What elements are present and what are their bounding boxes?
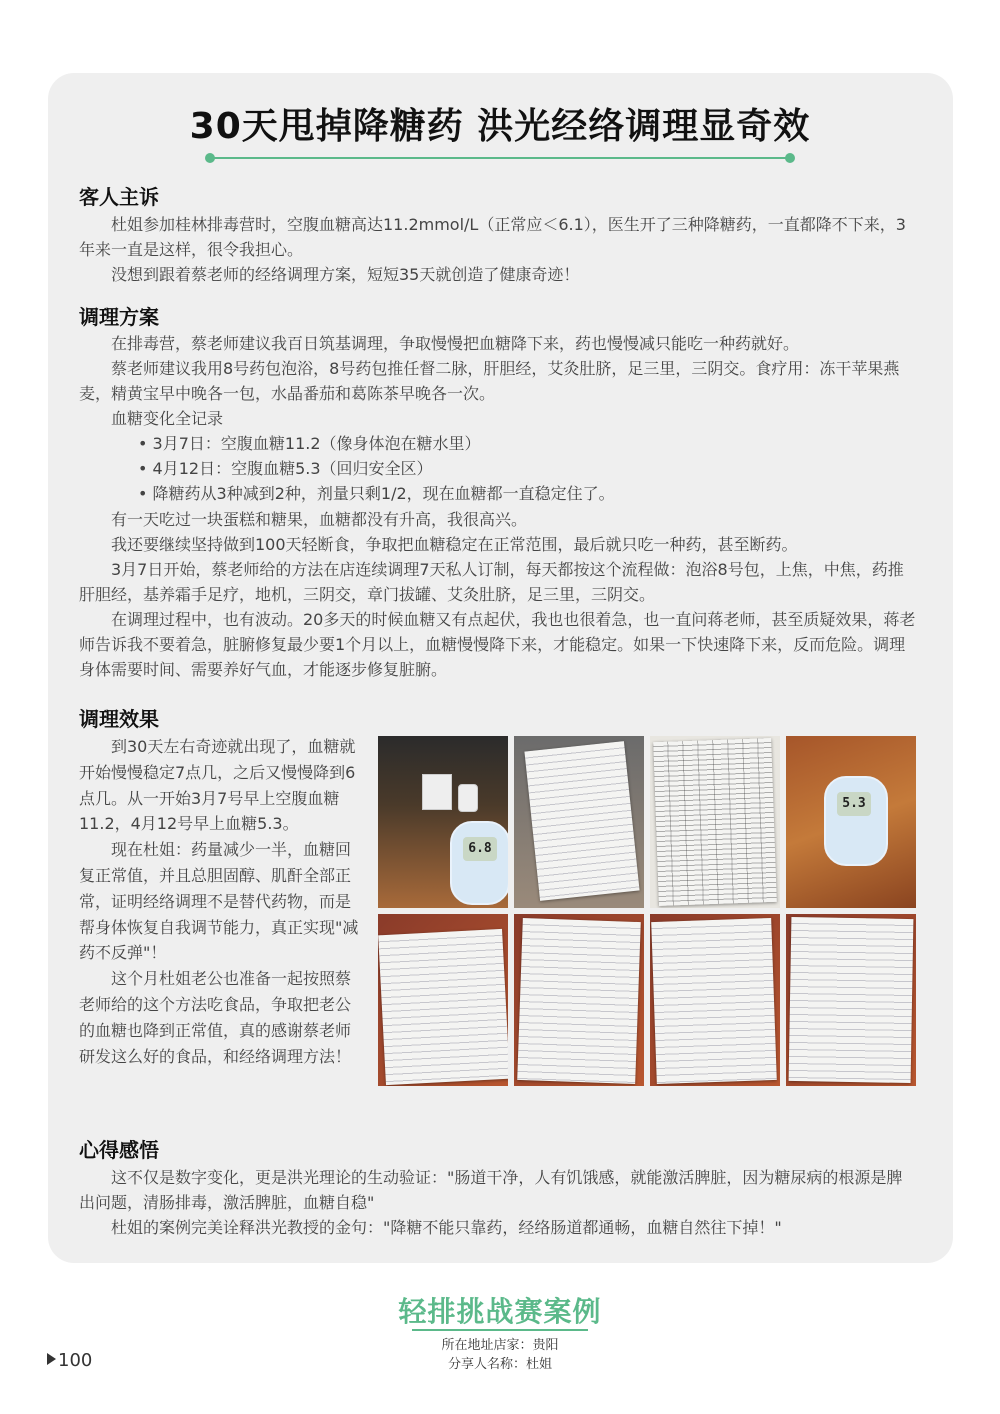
insight-paragraph-1: 这不仅是数字变化，更是洪光理论的生动验证："肠道干净，人有饥饿感，就能激活脾脏，因为糖尿病的根源是脾出问题，清肠排毒，激活脾脏，血糖自稳" <box>79 1168 903 1212</box>
footer-title: 轻排挑战赛案例 <box>398 1295 602 1328</box>
title-divider <box>210 157 790 159</box>
divider-dot-right <box>785 153 795 163</box>
lab-report-paper <box>517 918 641 1084</box>
insight-heading: 心得感悟 <box>79 1138 159 1162</box>
divider-dot-left <box>205 153 215 163</box>
page-number <box>47 1350 92 1371</box>
photo-lab-report-3 <box>650 914 780 1086</box>
insight-paragraph-2: 杜姐的案例完美诠释洪光教授的金句："降糖不能只靠药，经络肠道都通畅，血糖自然往下掉！" <box>111 1218 782 1237</box>
meter-reading: 6.8 <box>463 837 497 861</box>
photo-lab-report-4 <box>786 914 916 1086</box>
lab-report-paper <box>651 918 777 1084</box>
record-label: 血糖变化全记录 <box>111 409 224 428</box>
footer-sharer: 分享人名称：杜姐 <box>447 1357 552 1372</box>
log-table-paper <box>653 738 777 906</box>
photo-log-table <box>650 736 780 908</box>
plan-paragraph-5: 3月7日开始，蔡老师给的方法在店连续调理7天私人订制，每天都按这个流程做：泡浴8号包，上焦，中焦，药推肝胆经，基养霜手足疗，地机，三阴交，章门拔罐、艾灸肚脐，足三里，三阴交。 <box>79 560 904 604</box>
plan-paragraph-1: 在排毒营，蔡老师建议我百日筑基调理，争取慢慢把血糖降下来，药也慢慢减只能吃一种药就好。 <box>111 334 800 353</box>
record-item: • 3月7日：空腹血糖11.2（像身体泡在糖水里） <box>138 434 481 453</box>
triangle-icon <box>47 1353 56 1365</box>
plan-paragraph-2: 蔡老师建议我用8号药包泡浴，8号药包推任督二脉，肝胆经，艾灸肚脐，足三里，三阴交。食疗用：冻干苹果燕麦，精黄宝早中晚各一包，水晶番茄和葛陈茶早晚各一次。 <box>79 359 900 403</box>
effect-heading: 调理效果 <box>79 707 159 731</box>
plan-heading: 调理方案 <box>79 305 159 329</box>
record-item: • 降糖药从3种减到2种，剂量只剩1/2，现在血糖都一直稳定住了。 <box>138 484 615 503</box>
strip-bottle <box>458 784 478 812</box>
footer-address: 所在地址店家：贵阳 <box>441 1338 559 1353</box>
plan-paragraph-6: 在调理过程中，也有波动。20多天的时候血糖又有点起伏，我也也很着急，也一直问蒋老师，甚至质疑效果，蒋老师告诉我不要着急，脏腑修复最少要1个月以上，血糖慢慢降下来，才能稳定。如果一下快速降下来，反而危险。调理身体需要时间、需要养好气血，才能逐步修复脏腑。 <box>79 610 916 679</box>
photo-record-sheet <box>514 736 644 908</box>
plan-paragraph-4: 我还要继续坚持做到100天轻断食，争取把血糖稳定在正常范围，最后就只吃一种药，甚至断药。 <box>111 535 798 554</box>
lab-report-paper <box>789 917 914 1083</box>
photo-lab-report-2 <box>514 914 644 1086</box>
complaint-paragraph-2: 没想到跟着蔡老师的经络调理方案，短短35天就创造了健康奇迹！ <box>111 265 580 284</box>
page-title: 30天甩掉降糖药 洪光经络调理显奇效 <box>189 106 811 147</box>
effect-paragraph-1: 到30天左右奇迹就出现了，血糖就开始慢慢稳定7点几，之后又慢慢降到6点几。从一开始3月7号早上空腹血糖11.2，4月12号早上血糖5.3。 <box>79 737 356 834</box>
photo-lab-report-1 <box>378 914 508 1086</box>
page-number-text: 100 <box>58 1350 93 1371</box>
effect-text <box>79 734 363 1069</box>
photo-grid <box>378 736 916 1087</box>
meter-reading: 5.3 <box>837 792 871 816</box>
test-strip-box <box>422 774 452 810</box>
photo-glucose-meter-2 <box>786 736 916 908</box>
effect-paragraph-3: 这个月杜姐老公也准备一起按照蔡老师给的这个方法吃食品，争取把老公的血糖也降到正常值，真的感谢蔡老师研发这么好的食品，和经络调理方法！ <box>79 969 352 1066</box>
footer-divider <box>412 1329 588 1331</box>
photo-glucose-meter-1 <box>378 736 508 908</box>
glucose-meter <box>824 776 888 866</box>
glucose-meter <box>450 821 508 905</box>
complaint-paragraph-1: 杜姐参加桂林排毒营时，空腹血糖高达11.2mmol/L（正常应＜6.1），医生开了三种降糖药，一直都降不下来，3年来一直是这样，很令我担心。 <box>79 215 906 259</box>
lab-report-paper <box>378 929 508 1085</box>
effect-paragraph-2: 现在杜姐：药量减少一半，血糖回复正常值，并且总胆固醇、肌酐全部正常，证明经络调理不是替代药物，而是帮身体恢复自我调节能力，真正实现"减药不反弹"！ <box>79 840 359 963</box>
complaint-heading: 客人主诉 <box>79 185 159 209</box>
record-sheet-paper <box>524 741 639 901</box>
plan-paragraph-3: 有一天吃过一块蛋糕和糖果，血糖都没有升高，我很高兴。 <box>111 510 528 529</box>
record-item: • 4月12日：空腹血糖5.3（回归安全区） <box>138 459 433 478</box>
